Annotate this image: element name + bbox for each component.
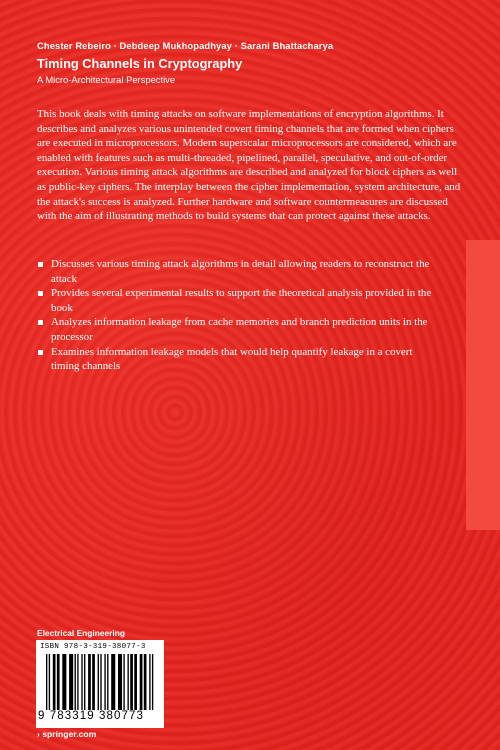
barcode-stripe (53, 654, 56, 710)
barcode-stripe (111, 654, 115, 710)
barcode-stripe (152, 654, 153, 710)
barcode-stripe (130, 654, 133, 710)
book-subtitle: A Micro-Architectural Perspective (37, 74, 176, 85)
barcode-stripe (118, 654, 122, 710)
barcode-stripe (57, 654, 60, 710)
barcode-stripe (62, 654, 66, 710)
feature-item: Provides several experimental results to support the theoretical analysis provided in the book (37, 286, 437, 315)
barcode-stripe (144, 654, 147, 710)
publisher-url: › springer.com (37, 729, 97, 739)
barcode-digits: 9 783319 380773 (38, 710, 145, 722)
barcode-stripe (77, 654, 78, 710)
barcode-stripe (46, 654, 47, 710)
isbn-text: ISBN 978-3-319-38077-3 (40, 643, 146, 651)
barcode-stripe (75, 654, 76, 710)
barcode-box (36, 640, 164, 728)
book-header (37, 40, 333, 85)
authors: Chester Rebeiro · Debdeep Mukhopadhyay · Sarani Bhattacharya (37, 40, 334, 51)
barcode-stripe (123, 654, 124, 710)
feature-item: Analyzes information leakage from cache memories and branch prediction units in the processor (37, 315, 437, 344)
edge-tab (466, 240, 500, 530)
barcode-stripe (49, 654, 50, 710)
feature-item: Examines information leakage models that would help quantify leakage in a covert timing channels (37, 345, 437, 374)
barcode-stripe (69, 654, 73, 710)
series-label: Electrical Engineering (37, 628, 125, 638)
barcode-stripe (81, 654, 82, 710)
feature-item: Discusses various timing attack algorithms in detail allowing readers to reconstruct the attack (37, 257, 437, 286)
barcode-stripe (98, 654, 99, 710)
barcode-stripe (140, 654, 143, 710)
barcode-stripe (127, 654, 128, 710)
barcode-stripe (104, 654, 105, 710)
barcode-stripe (100, 654, 101, 710)
barcode-bars (44, 654, 156, 710)
feature-list (37, 257, 437, 374)
barcode-stripe (149, 654, 150, 710)
barcode-stripe (107, 654, 108, 710)
description-paragraph: This book deals with timing attacks on software implementations of encryption algorithms. It describes and analyzes various unintended covert timing channels that are formed when ciphers are executed in microprocessors. Modern superscalar microprocessors are considered, which are enabled with features such as multi-threaded, pipelined, parallel, speculative, and out-of-order execution. Various timing attack algorithms are described and analyzed for block ciphers as well as public-key ciphers. The interplay between the cipher implementation, system architecture, and the attack's success is analyzed. Further hardware and software countermeasures are discussed with the aim of illustrating methods to build systems that can protect against these attacks. (37, 108, 461, 223)
book-title: Timing Channels in Cryptography (37, 56, 243, 71)
barcode-stripe (88, 654, 91, 710)
barcode-stripe (92, 654, 95, 710)
barcode-stripe (134, 654, 137, 710)
barcode-stripe (84, 654, 85, 710)
